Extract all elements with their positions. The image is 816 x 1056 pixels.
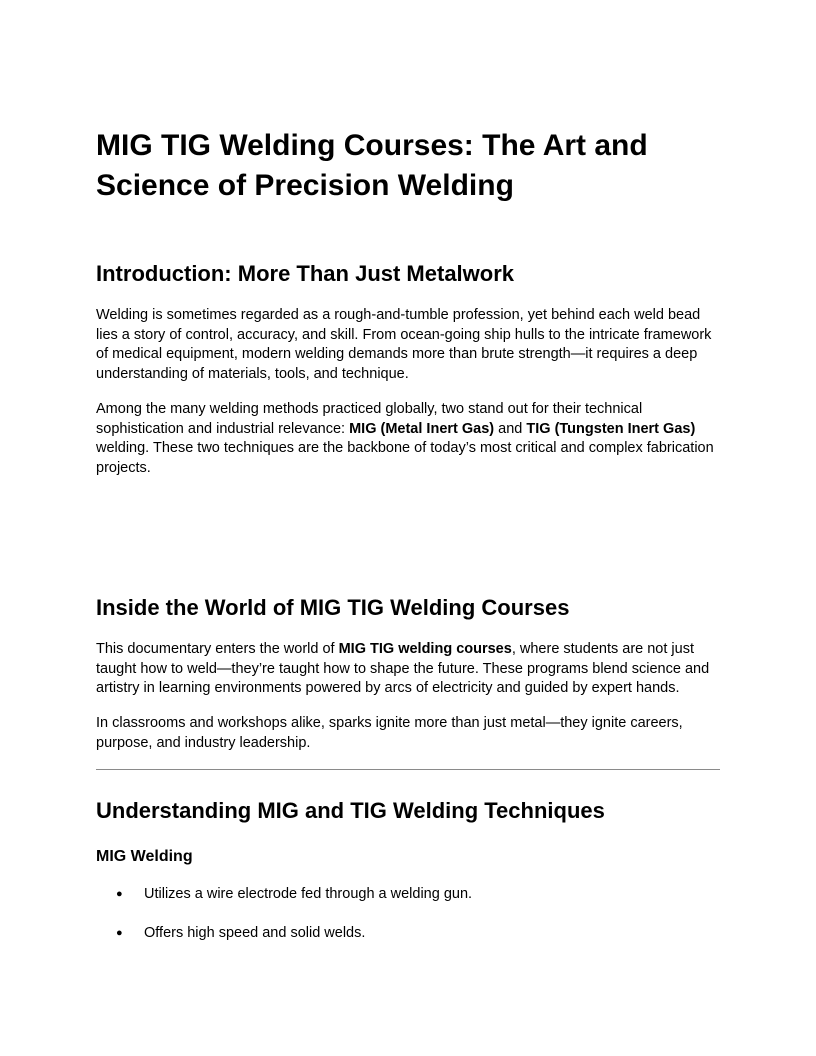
mig-welding-heading: MIG Welding	[96, 848, 193, 865]
intro-heading: Introduction: More Than Just Metalwork	[96, 261, 515, 286]
inside-paragraph-1	[96, 640, 726, 699]
intro-paragraph-2	[96, 400, 726, 478]
inside-paragraph-2: In classrooms and workshops alike, sparks ignite more than just metal—they ignite careers, purpose, and industry leadership.	[96, 715, 683, 751]
intro-p2-text-after: welding. These two techniques are the backbone of today’s most critical and complex fabrication projects.	[96, 440, 714, 476]
inside-p1-text-after: , where students are not just taught how to weld—they’re taught how to shape the future. These programs blend science and artistry in learning environments powered by arcs of electricity and guided by expert hands.	[96, 641, 710, 696]
bullet-icon: ●	[116, 888, 123, 900]
horizontal-divider	[96, 769, 720, 770]
document-title: MIG TIG Welding Courses: The Art and Science of Precision Welding	[96, 129, 648, 202]
tig-term: TIG (Tungsten Inert Gas)	[526, 420, 696, 437]
intro-p2-and: and	[494, 420, 527, 437]
intro-p2-text-before: Among the many welding methods practiced globally, two stand out for their technical sophistication and industrial relevance:	[96, 401, 643, 437]
intro-paragraph-1: Welding is sometimes regarded as a rough-and-tumble profession, yet behind each weld bead lies a story of control, accuracy, and skill. From ocean-going ship hulls to the intricate framework of medical equipment, modern welding demands more than brute strength—it requires a deep understanding of materials, tools, and technique.	[96, 307, 712, 382]
bullet-icon: ●	[116, 927, 123, 939]
list-item-text: Utilizes a wire electrode fed through a welding gun.	[144, 886, 473, 902]
mig-term: MIG (Metal Inert Gas)	[349, 420, 495, 437]
courses-term: MIG TIG welding courses	[338, 641, 512, 657]
inside-heading: Inside the World of MIG TIG Welding Courses	[96, 595, 570, 620]
list-item-text: Offers high speed and solid welds.	[144, 925, 366, 941]
techniques-heading: Understanding MIG and TIG Welding Techniques	[96, 798, 605, 823]
inside-p1-text-before: This documentary enters the world of	[96, 641, 339, 657]
